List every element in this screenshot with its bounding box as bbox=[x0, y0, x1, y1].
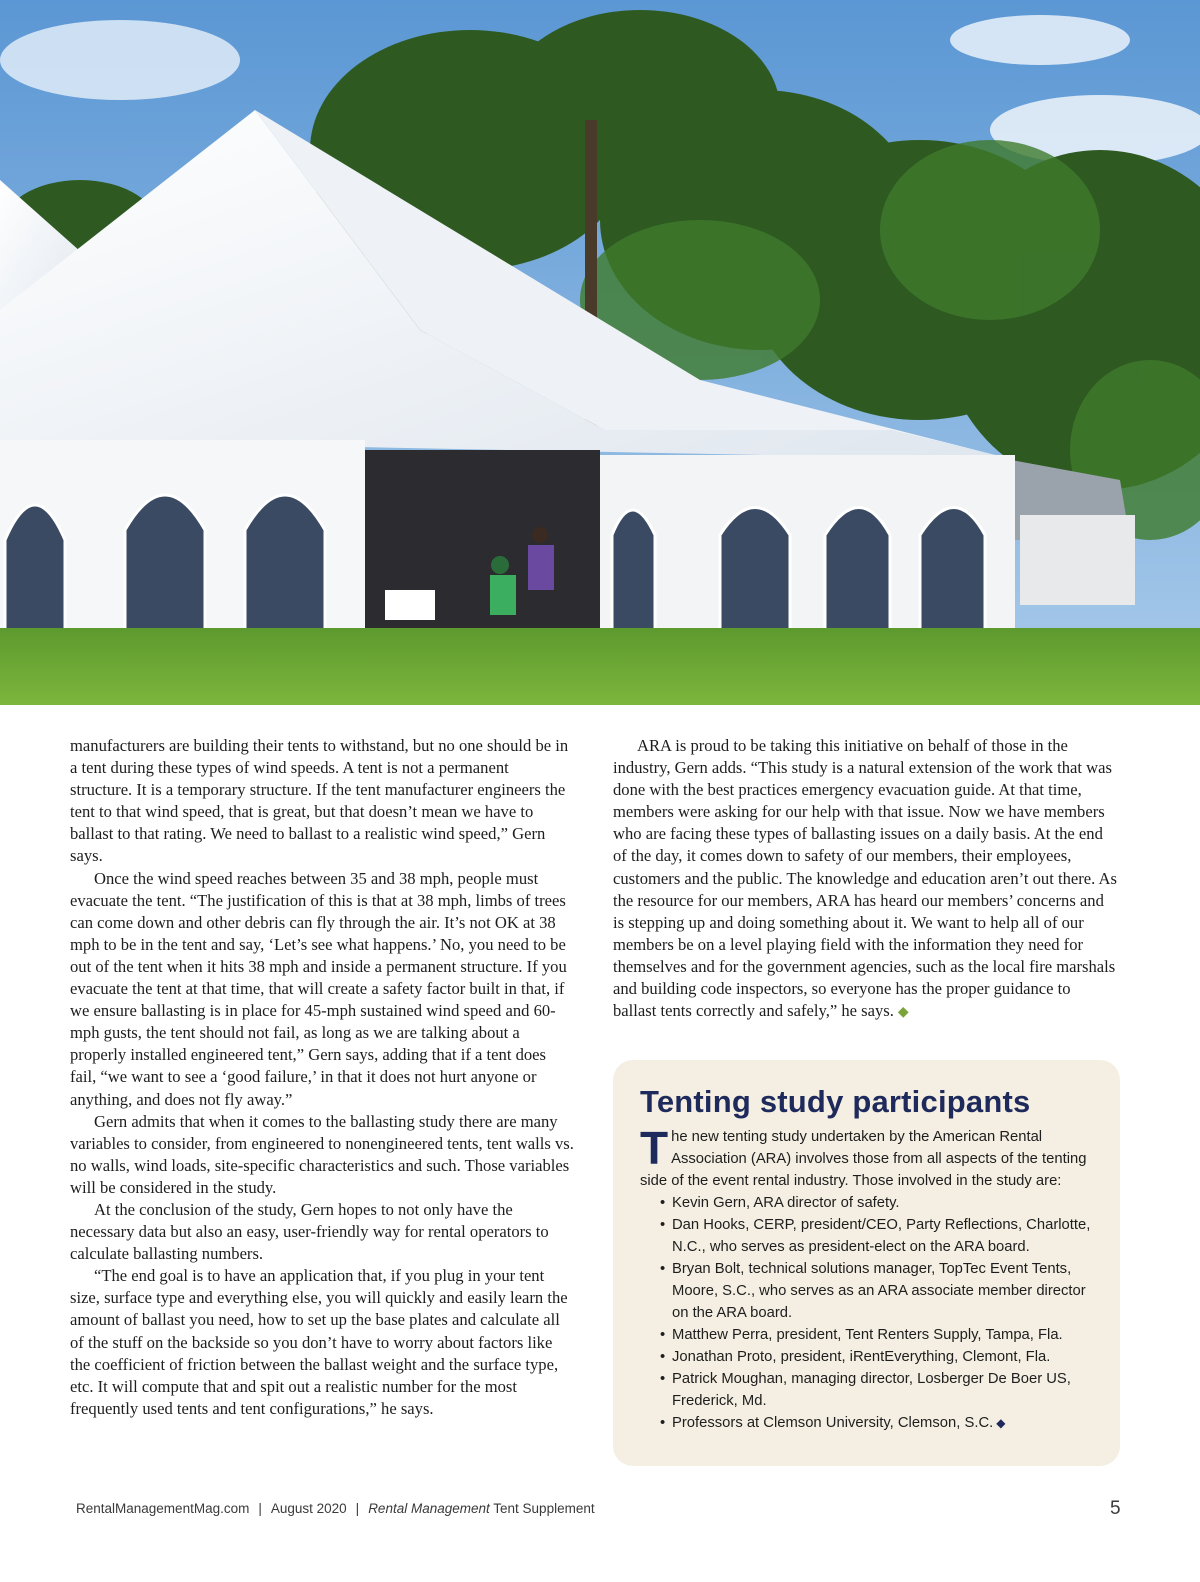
participant-text: Professors at Clemson University, Clemson, S.C. bbox=[672, 1415, 994, 1431]
sidebar-intro-text: he new tenting study undertaken by the American Rental Association (ARA) involves those from all aspects of the tenting side of the event rental industry. Those involved in the study are: bbox=[640, 1129, 1087, 1189]
left-paragraph-3: Gern admits that when it comes to the ballasting study there are many variables to consider, from engineered to nonengineered tents, tent walls vs. no walls, wind loads, site-specific characteristics and such. Those variables will be considered in the study. bbox=[70, 1111, 574, 1197]
right-paragraph-1 bbox=[613, 735, 1118, 1024]
bullet-icon: • bbox=[660, 1217, 666, 1233]
left-paragraph-5: “The end goal is to have an application that, if you plug in your tent size, surface type and everything else, you will quickly and easily learn the amount of ballast you need, how to set up the base plates and calculate all of the stuff on the backside so you don’t have to worry about factors like the coefficient of friction between the ballast weight and the surface type, etc. It will compute that and spit out a realistic number for the most frequently used tents and tent configurations,” he says. bbox=[70, 1266, 568, 1418]
list-item bbox=[660, 1324, 1094, 1346]
list-item bbox=[660, 1214, 1094, 1258]
bullet-icon: • bbox=[660, 1327, 666, 1343]
footer-section: Tent Supplement bbox=[493, 1501, 595, 1516]
participant-text: Patrick Moughan, managing director, Losberger De Boer US, Frederick, Md. bbox=[672, 1371, 1071, 1409]
end-mark-icon: ◆ bbox=[897, 1005, 909, 1021]
bullet-icon: • bbox=[660, 1349, 666, 1365]
hero-photo bbox=[0, 0, 1200, 705]
sidebar-intro bbox=[640, 1122, 1094, 1192]
bullet-icon: • bbox=[660, 1195, 666, 1211]
page-number: 5 bbox=[1110, 1498, 1121, 1519]
sidebar-dropcap: T bbox=[640, 1122, 669, 1174]
left-column bbox=[70, 735, 575, 1420]
list-item bbox=[660, 1192, 1094, 1214]
list-item bbox=[660, 1346, 1094, 1368]
participant-text: Kevin Gern, ARA director of safety. bbox=[672, 1195, 900, 1211]
page-footer bbox=[76, 1501, 595, 1516]
list-item bbox=[660, 1412, 1094, 1434]
left-paragraph-2: Once the wind speed reaches between 35 and 38 mph, people must evacuate the tent. “The justification of this is that at 38 mph, limbs of trees can come down and other debris can fly through the air. It’s not OK at 38 mph to be in the tent and say, ‘Let’s see what happens.’ No, you need to be out of the tent when it hits 38 mph and inside a permanent structure. If you evacuate the tent at that time, that will create a safety factor built in that, if we ensure ballasting is in place for 45-mph sustained wind speed and 60-mph gusts, the tent should not fail, as long as we are talking about a properly installed engineered tent,” Gern says, adding that if a tent does fail, “we want to see a ‘good failure,’ in that it does not hurt anyone or anything, and does not fly away.” bbox=[70, 868, 567, 1109]
left-paragraph-4: At the conclusion of the study, Gern hopes to not only have the necessary data but also an easy, user-friendly way for rental operators to calculate ballasting numbers. bbox=[70, 1199, 549, 1264]
participant-text: Jonathan Proto, president, iRentEverything, Clemont, Fla. bbox=[672, 1349, 1051, 1365]
bullet-icon: • bbox=[660, 1261, 666, 1277]
participants-list bbox=[640, 1192, 1094, 1434]
participant-text: Dan Hooks, CERP, president/CEO, Party Reflections, Charlotte, N.C., who serves as president-elect on the ARA board. bbox=[672, 1217, 1091, 1255]
participant-text: Matthew Perra, president, Tent Renters Supply, Tampa, Fla. bbox=[672, 1327, 1063, 1343]
right-column bbox=[613, 735, 1118, 1024]
list-item bbox=[660, 1368, 1094, 1412]
list-item bbox=[660, 1258, 1094, 1324]
tent-photo-illustration bbox=[0, 0, 1200, 705]
sidebar-title: Tenting study participants bbox=[640, 1084, 1031, 1119]
end-mark-icon: ◆ bbox=[996, 1416, 1006, 1430]
footer-publication: Rental Management bbox=[368, 1501, 490, 1516]
participant-text: Bryan Bolt, technical solutions manager, TopTec Event Tents, Moore, S.C., who serves as an ARA associate member director on the ARA board. bbox=[672, 1261, 1086, 1321]
sidebar-box bbox=[613, 1060, 1120, 1466]
left-paragraph-1: manufacturers are building their tents to withstand, but no one should be in a tent during these types of wind speeds. A tent is not a permanent structure. It is a temporary structure. If the tent manufacturer engineers the tent to that wind speed, that is great, but that doesn’t mean we have to ballast to that rating. We need to ballast to a realistic wind speed,” Gern says. bbox=[70, 736, 569, 866]
bullet-icon: • bbox=[660, 1415, 666, 1431]
bullet-icon: • bbox=[660, 1371, 666, 1387]
footer-site: RentalManagementMag.com bbox=[76, 1501, 250, 1516]
footer-date: August 2020 bbox=[270, 1501, 347, 1516]
footer-separator: | bbox=[355, 1501, 360, 1516]
footer-separator: | bbox=[258, 1501, 262, 1516]
right-paragraph-1-text: ARA is proud to be taking this initiative on behalf of those in the industry, Gern adds. “This study is a natural extension of the work that was done with the best practices emergency evacuation guide. At that time, members were asking for our help with that issue. Now we have members who are facing these types of ballasting issues on a daily basis. At the end of the day, it comes down to safety of our members, their employees, customers and the public. The knowledge and education aren’t out there. As the resource for our members, ARA has heard our members’ concerns and is stepping up and doing something about it. We want to help all of our members be on a level playing field with the information they need for themselves and for the government agencies, such as the local fire marshals and building code inspectors, so everyone has the proper guidance to ballast tents correctly and safely,” he says. bbox=[613, 736, 1117, 1021]
